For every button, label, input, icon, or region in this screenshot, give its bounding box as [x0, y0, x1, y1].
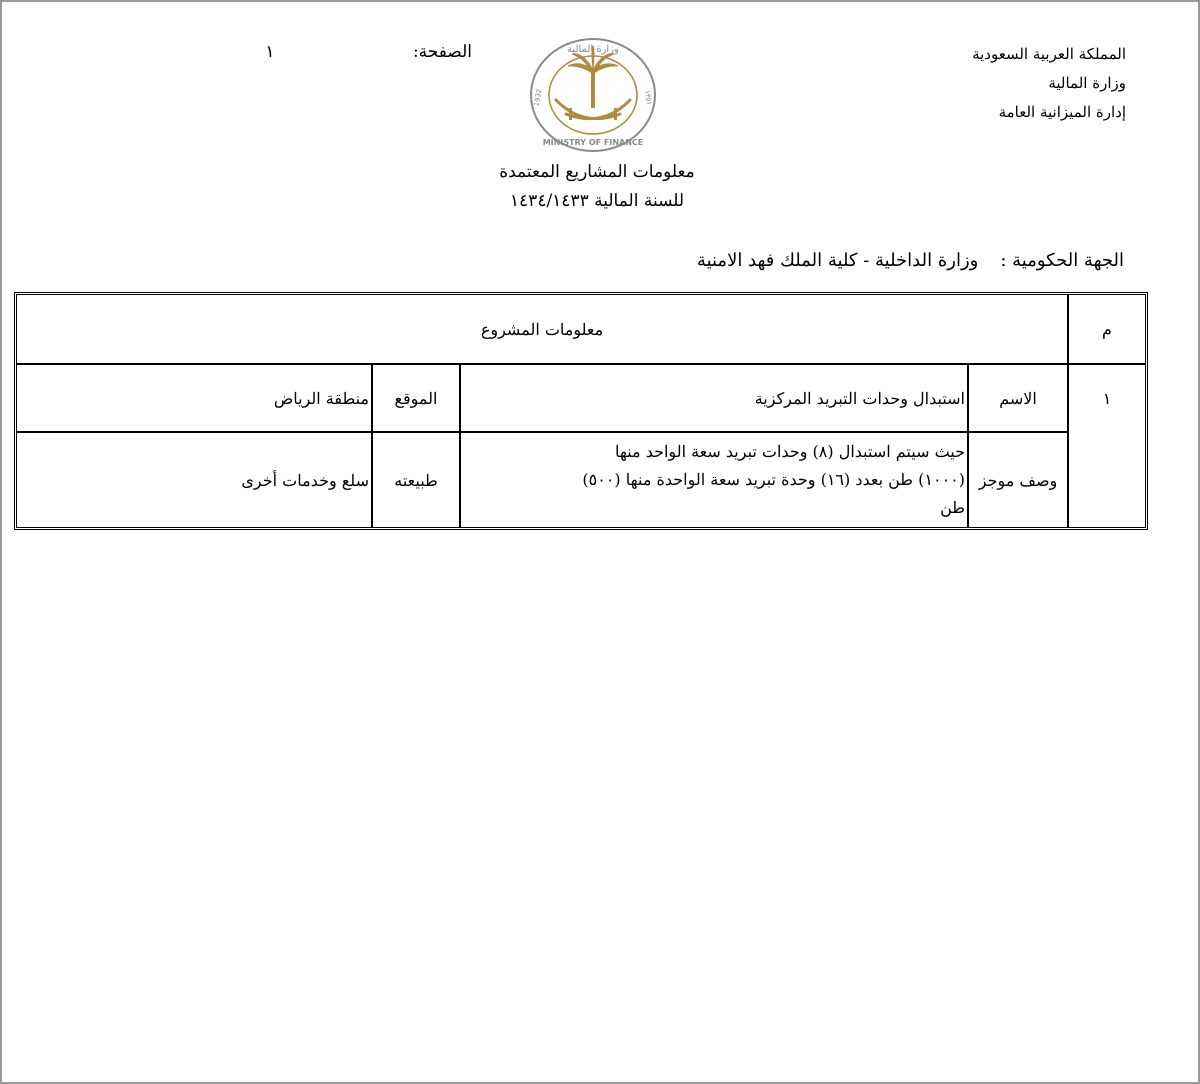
description-line: (١٠٠٠) طن بعدد (١٦) وحدة تبريد سعة الواحدة منها (٥٠٠): [582, 470, 965, 489]
project-description: [461, 433, 965, 527]
project-location: منطقة الرياض: [273, 388, 369, 408]
page-label: الصفحة:: [412, 42, 472, 62]
letterhead-right: [972, 40, 1126, 127]
page-number: ١: [265, 42, 275, 62]
ministry-of-finance-seal: [528, 36, 658, 154]
description-line: حيث سيتم استبدال (٨) وحدات تبريد سعة الواحد منها: [614, 442, 965, 461]
description-line: طن: [940, 498, 965, 517]
project-nature: سلع وخدمات أخرى: [241, 470, 369, 490]
project-name: استبدال وحدات التبريد المركزية: [754, 388, 965, 408]
index-header: م: [1102, 319, 1112, 339]
seal-bottom-text: MINISTRY OF FINANCE: [542, 138, 644, 147]
agency-value: وزارة الداخلية - كلية الملك فهد الامنية: [696, 250, 979, 271]
department-name: إدارة الميزانية العامة: [998, 103, 1126, 121]
seal-year-right: ١٣٥١: [642, 89, 654, 106]
country-name: المملكة العربية السعودية: [972, 45, 1126, 63]
main-title: معلومات المشاريع المعتمدة: [499, 162, 695, 182]
project-info-header: معلومات المشروع: [480, 319, 604, 339]
seal-top-text: وزارة المالية: [567, 44, 619, 55]
document-titles: [392, 158, 802, 216]
government-agency: [602, 250, 1124, 271]
agency-label: الجهة الحكومية :: [1000, 250, 1124, 271]
name-label: الاسم: [999, 388, 1037, 408]
fiscal-year-subtitle: للسنة المالية ١٤٣٤/١٤٣٣: [509, 191, 685, 211]
ministry-name: وزارة المالية: [1048, 74, 1126, 92]
nature-label: طبيعته: [394, 470, 438, 490]
location-label: الموقع: [394, 388, 438, 408]
seal-year-left: 1932: [532, 88, 544, 108]
row-index: ١: [1102, 388, 1112, 408]
description-label: وصف موجز: [978, 470, 1058, 490]
project-info-table: [14, 292, 1148, 530]
